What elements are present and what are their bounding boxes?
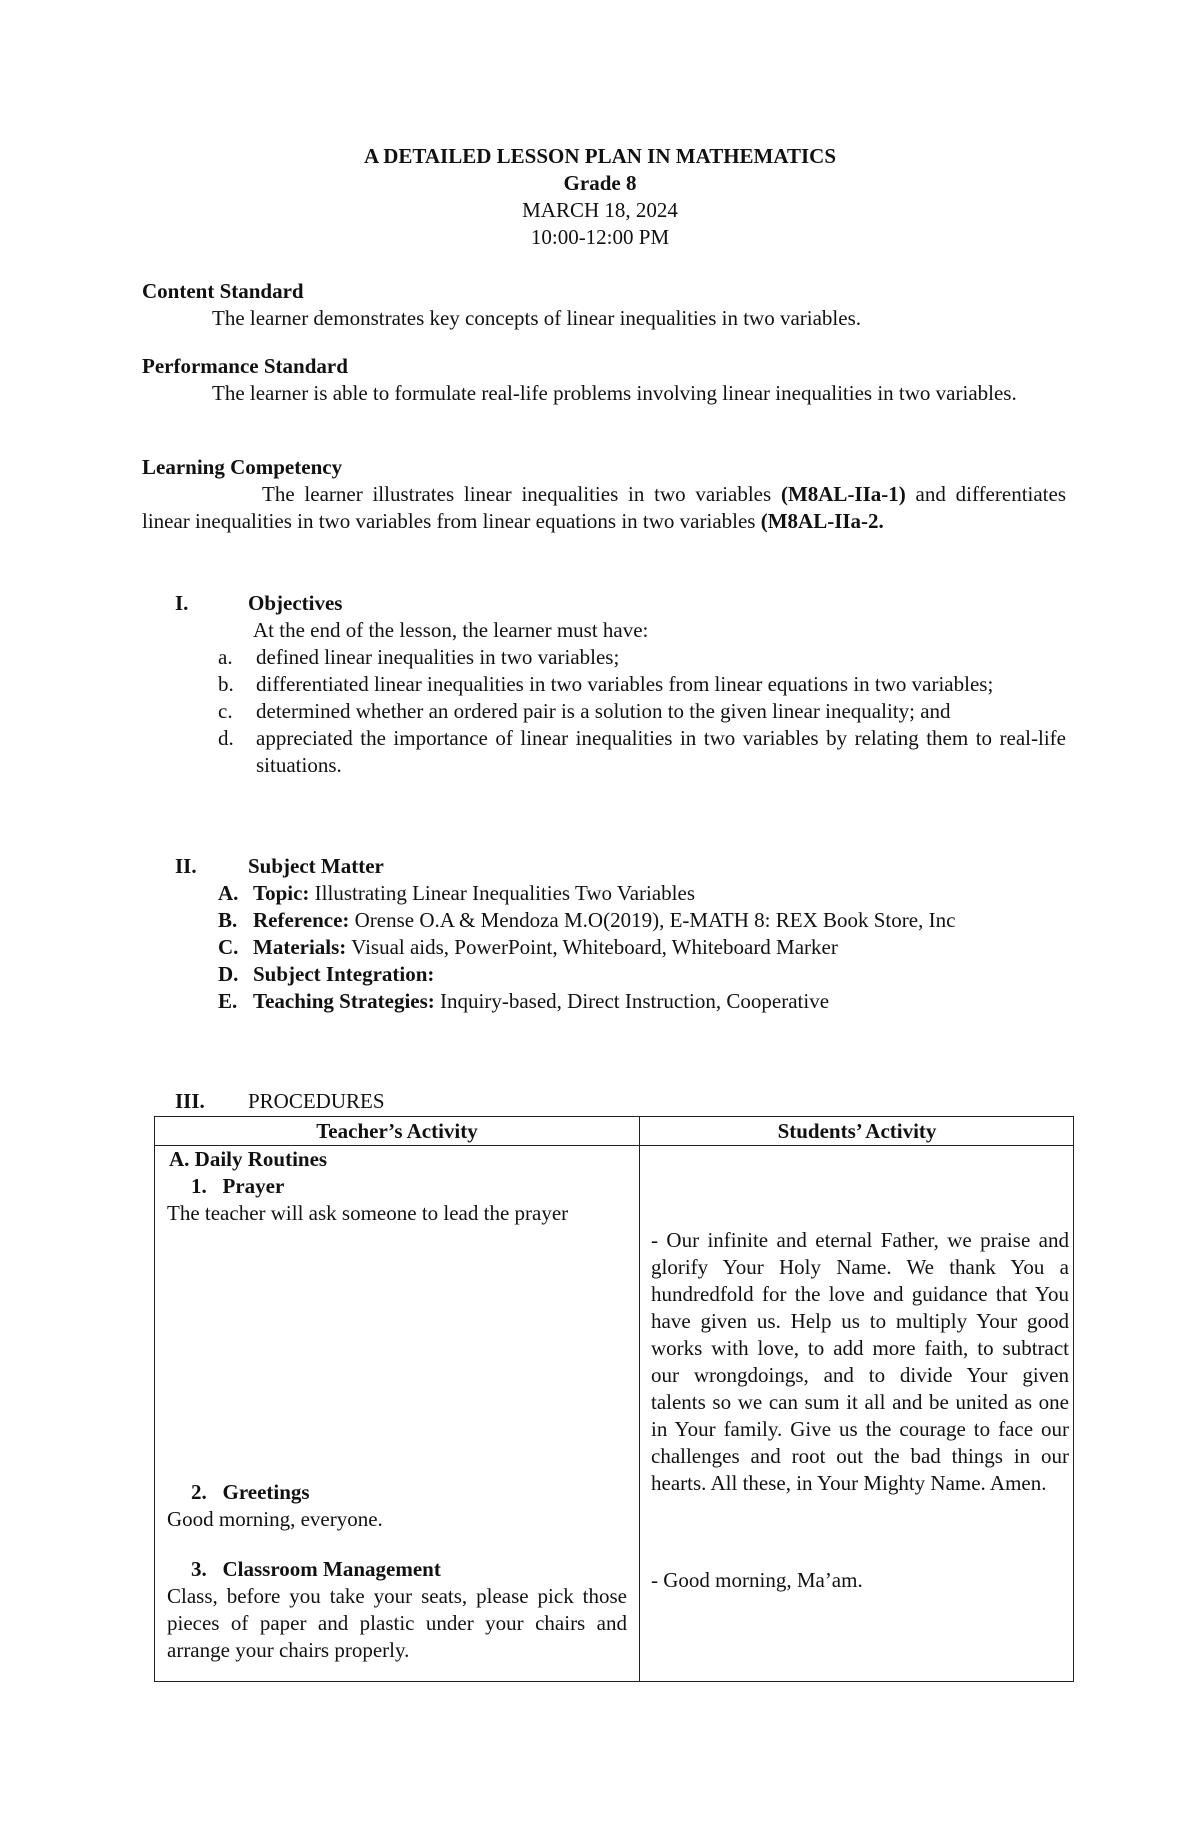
document-title: A DETAILED LESSON PLAN IN MATHEMATICS — [364, 144, 836, 168]
greetings-heading: 2. Greetings — [191, 1480, 310, 1504]
student-greeting-text: - Good morning, Ma’am. — [651, 1568, 863, 1592]
subject-matter-numeral: II. — [175, 854, 197, 878]
performance-standard-heading: Performance Standard — [142, 354, 348, 378]
lesson-date: MARCH 18, 2024 — [522, 198, 678, 222]
procedures-numeral: III. — [175, 1089, 205, 1113]
teacher-activity-header: Teacher’s Activity — [316, 1119, 478, 1143]
daily-routines-heading: A. Daily Routines — [169, 1147, 328, 1171]
student-prayer-text: - Our infinite and eternal Father, we praise and glorify Your Holy Name. We thank You a hundredfold for the love and guidance that You have given us. Help us to multiply Your good works with love, to add more faith, to subtract our wrongdoings, and to divide Your given talents so we can sum it all and be united as one in Your family. Give us the courage to face our challenges and root out the bad things in our hearts. All these, in Your Mighty Name. Amen. — [651, 1228, 1069, 1495]
grade-label: Grade 8 — [563, 171, 637, 195]
content-standard-heading: Content Standard — [142, 279, 304, 303]
content-standard-text: The learner demonstrates key concepts of linear inequalities in two variables. — [212, 306, 862, 330]
subject-item-integration: D. Subject Integration: — [218, 962, 435, 986]
column-divider — [639, 1117, 640, 1681]
objective-text: defined linear inequalities in two variables; — [256, 645, 620, 669]
objective-item — [218, 725, 1066, 779]
procedures-heading: PROCEDURES — [248, 1089, 385, 1113]
objective-letter: a. — [218, 645, 233, 669]
competency-text-1: The learner illustrates linear inequalities in two variables — [262, 482, 781, 506]
classroom-management-text: Class, before you take your seats, please pick those pieces of paper and plastic under your chairs and arrange your chairs properly. — [167, 1584, 627, 1662]
objectives-heading: Objectives — [248, 591, 343, 615]
lesson-time: 10:00-12:00 PM — [530, 225, 670, 249]
objective-text: differentiated linear inequalities in two variables from linear equations in two variables; — [256, 672, 994, 696]
objective-letter: b. — [218, 672, 234, 696]
objectives-numeral: I. — [175, 591, 189, 615]
objective-letter: c. — [218, 699, 233, 723]
competency-code-2: (M8AL-IIa-2. — [760, 509, 884, 533]
objective-text: determined whether an ordered pair is a solution to the given linear inequality; and — [256, 699, 951, 723]
learning-competency-heading: Learning Competency — [142, 455, 343, 479]
competency-text-2: and differentiates linear inequalities in two variables from linear equations in two variables — [142, 482, 1067, 533]
subject-item-reference: B. Reference: Orense O.A & Mendoza M.O(2019), E-MATH 8: REX Book Store, Inc — [218, 908, 956, 932]
objectives-list — [218, 644, 1066, 779]
objective-letter: d. — [218, 726, 234, 750]
objective-item — [218, 671, 1066, 698]
subject-item-materials: C. Materials: Visual aids, PowerPoint, Whiteboard, Whiteboard Marker — [218, 935, 838, 959]
objective-text: appreciated the importance of linear inequalities in two variables by relating them to real-life situations. — [256, 726, 1066, 777]
prayer-teacher-text: The teacher will ask someone to lead the prayer — [167, 1201, 569, 1225]
performance-standard-text: The learner is able to formulate real-life problems involving linear inequalities in two variables. — [212, 381, 1017, 405]
students-activity-header: Students’ Activity — [777, 1119, 937, 1143]
subject-item-topic: A. Topic: Illustrating Linear Inequalities Two Variables — [218, 881, 695, 905]
objective-item — [218, 644, 1066, 671]
subject-item-strategies: E. Teaching Strategies: Inquiry-based, Direct Instruction, Cooperative — [218, 989, 830, 1013]
competency-code-1: (M8AL-IIa-1) — [780, 482, 906, 506]
prayer-heading: 1. Prayer — [191, 1174, 285, 1198]
subject-matter-list — [218, 880, 1078, 1015]
objectives-intro: At the end of the lesson, the learner must have: — [253, 618, 649, 642]
classroom-management-heading: 3. Classroom Management — [191, 1557, 441, 1581]
subject-matter-heading: Subject Matter — [248, 854, 384, 878]
objective-item — [218, 698, 1066, 725]
learning-competency-text — [142, 481, 1066, 535]
greetings-teacher-text: Good morning, everyone. — [167, 1507, 383, 1531]
procedures-table — [154, 1116, 1074, 1682]
